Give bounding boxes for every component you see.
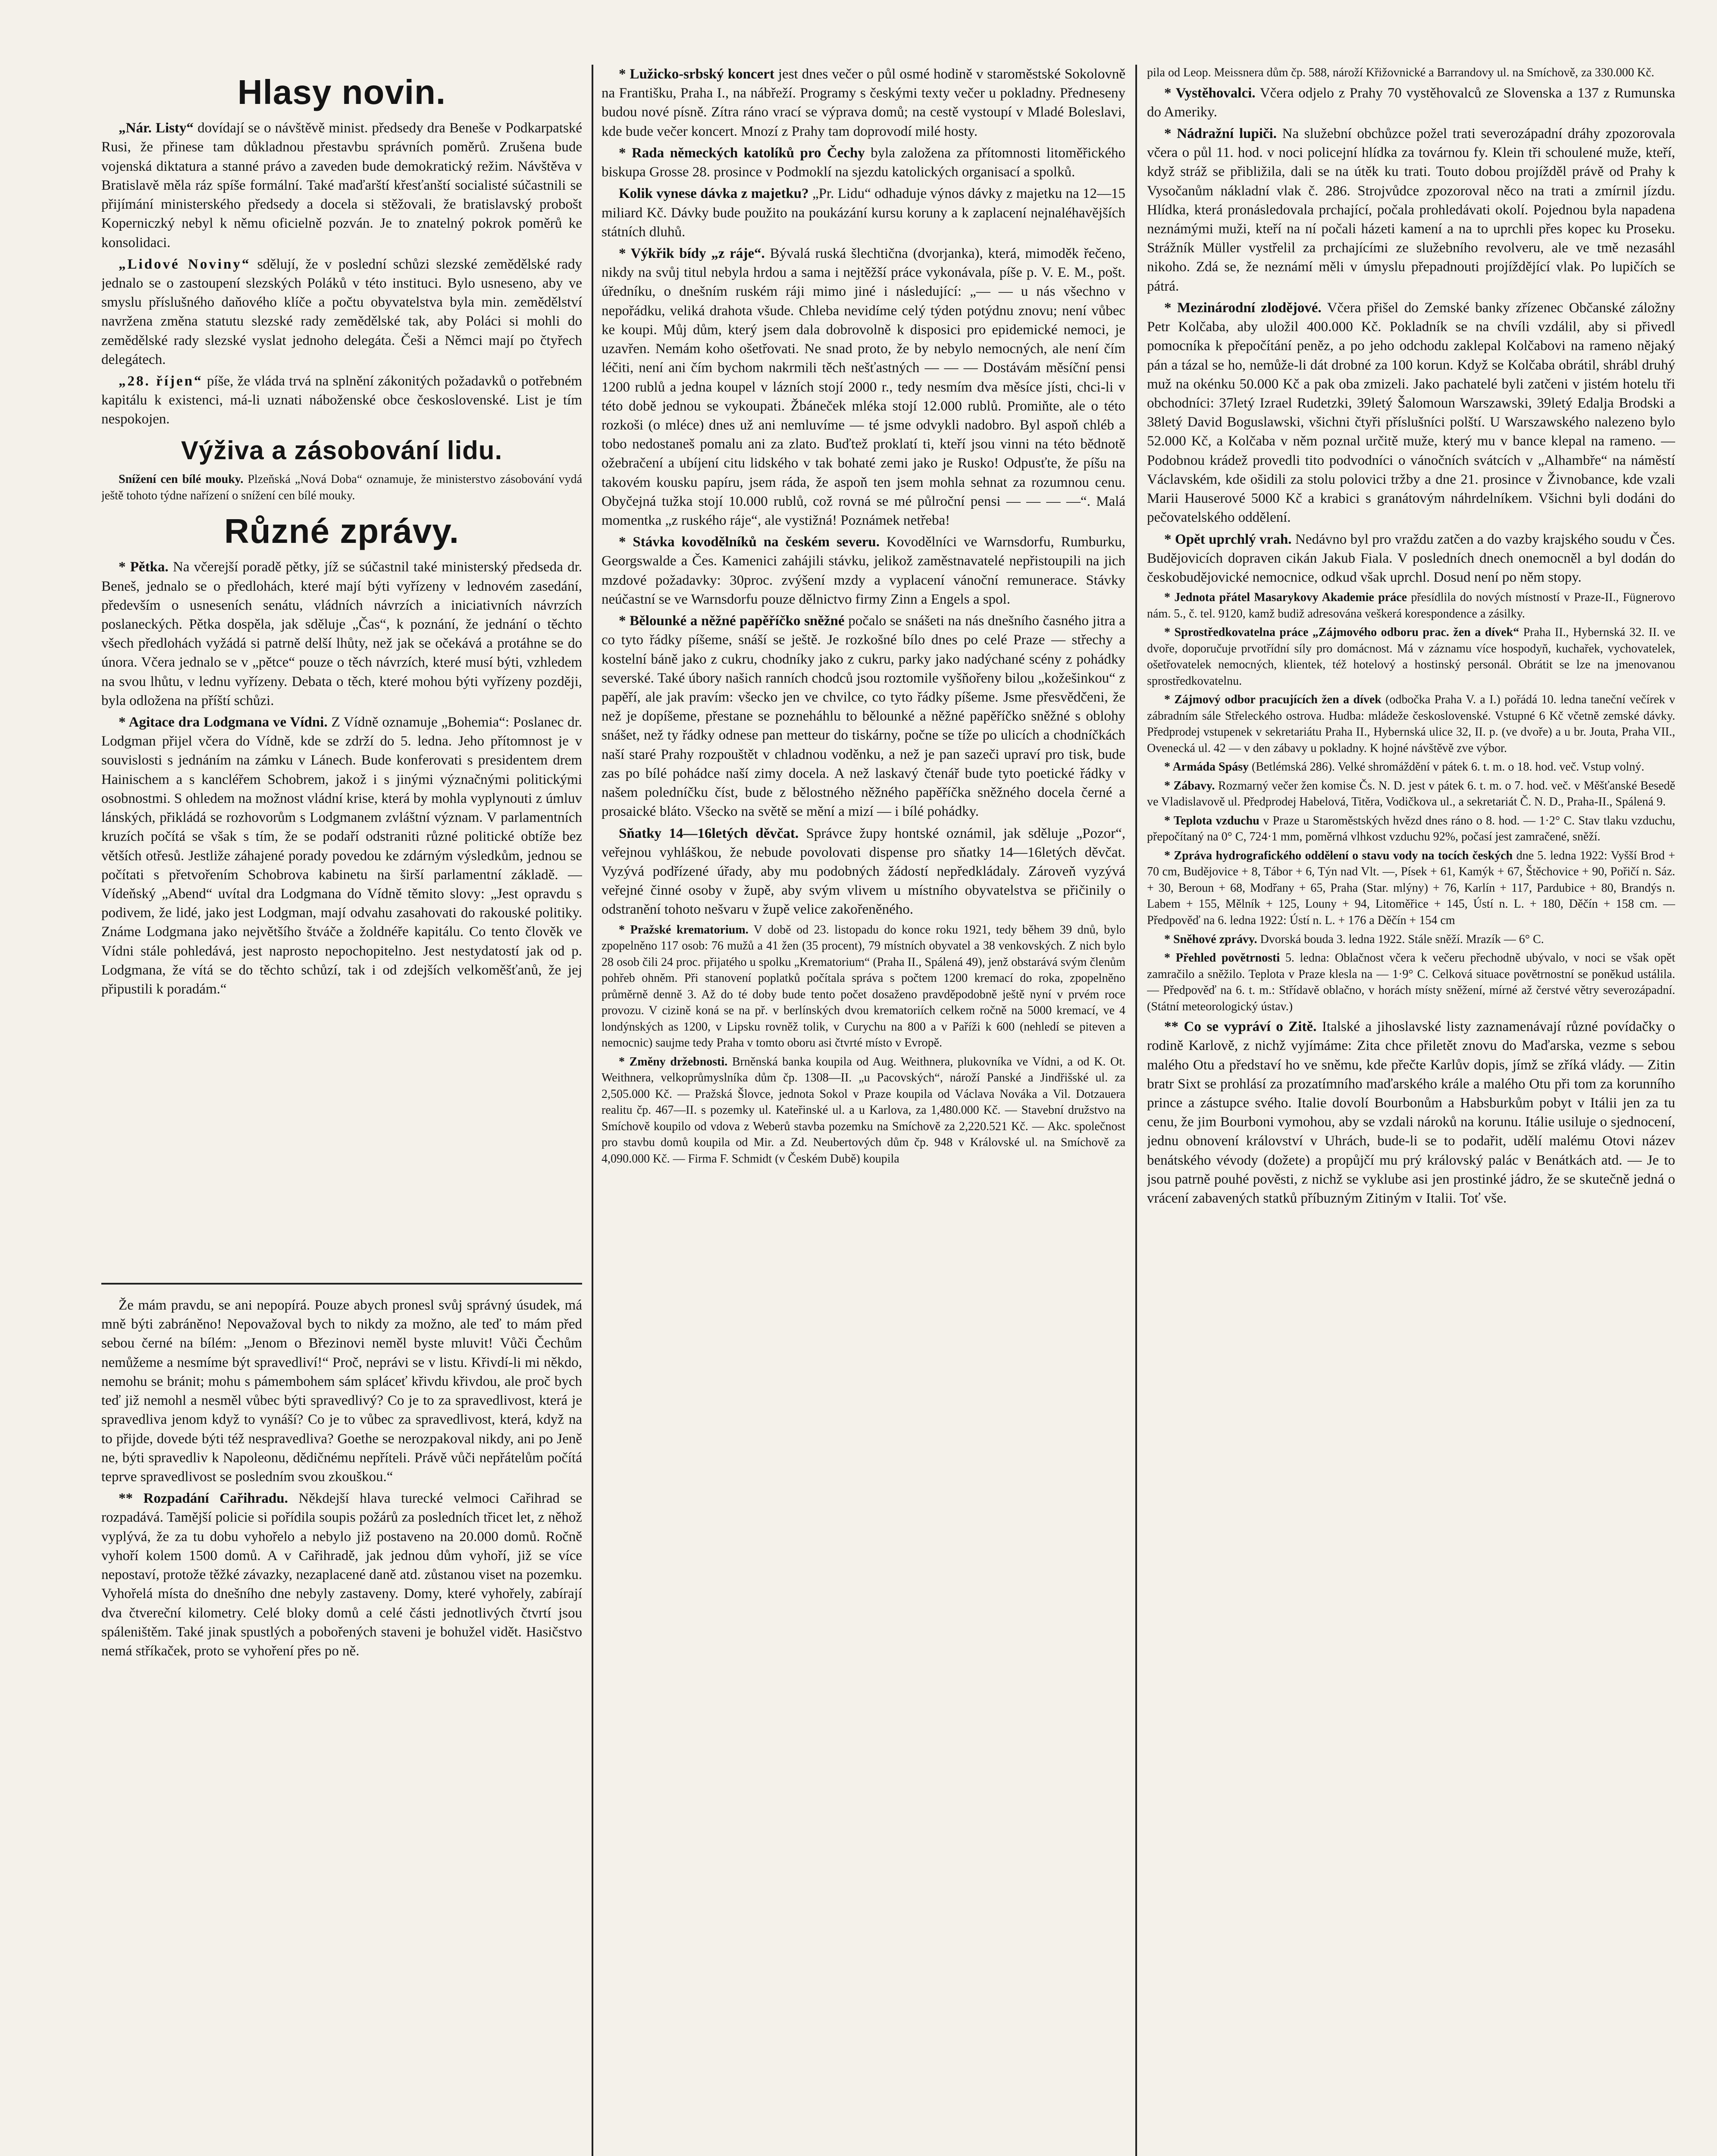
article-lead: * Sprostředkovatelna práce „Zájmového odboru prac. žen a dívek“	[1164, 626, 1520, 639]
article-carihrad	[101, 1489, 582, 1661]
article-text: Italské a jihoslavské listy zaznamenávají různé povídačky o rodině Karlově, z nichž vyjímáme: Zita chce přiletět znovu do Maďarska, vezme s sebou malého Otu a představí ho ve sněmu, kde přečte Karlův dopis, jímž se zříká vlády. — Zitin bratr Sixt se prohlásí za prozatímního maďarského krále a malého Otu při tom za korunního prince a zástupce svého. Italie dovolí Bourbonům a Habsburkům pobyt v Itálii jen za tu cenu, že jim Bourboni vymohou, aby se vzdali nároků na korunu. Itálie usiluje o sjednocení, jednu obnovení království v Uhrách, bude-li se to podařit, udělí malému Otovi název benátského vévody (dožete) a propůjčí mu prý královský palác v Benátkách atd. — Je to jsou patrně pouhé pověsti, z nichž se vyklube asi jen prostinké jádro, že se skutečně jedná o vrácení zabavených statků příbuzným Zitiným v Italii. Toť vše.	[1147, 1019, 1675, 1206]
article-lead: * Sněhové zprávy.	[1164, 932, 1257, 946]
article-hydrograficka-zprava	[1147, 848, 1675, 929]
article-lead: * Přehled povětrnosti	[1164, 951, 1280, 965]
article-lead: * Zpráva hydrografického oddělení o stavu vody na tocích českých	[1164, 849, 1513, 862]
article-lead: * Pražské krematorium.	[619, 923, 749, 937]
article-mezinarodni-zlodejove	[1147, 298, 1675, 527]
column-left-bottom	[101, 1296, 582, 2156]
column-left-top	[101, 65, 582, 1272]
article-text: Plzeňská „Nová Doba“ oznamuje, že ministerstvo zásobování vydá ještě tohoto týdne nařízení o snížení cen bílé mouky.	[101, 473, 582, 502]
article-text: sdělují, že v poslední schůzi slezské zemědělské rady jednalo se o zastoupení slezských Poláků v této instituci. Bylo usneseno, aby ve smyslu příslušného daňového klíče a počtu obyvatelstva byla min. zemědělství navržena změna statutu slezské rady zemědělské tak, aby Poláci si mohli do zemědělské rady slezské vyslat jednoho delegáta. Češi a Němci mají po čtyřech delegátech.	[101, 256, 582, 367]
article-lead: „Nár. Listy“	[119, 120, 194, 136]
article-text: (odbočka Praha V. a I.) pořádá 10. ledna taneční večírek v zábradním sále Střeleckého ostrova. Hudba: mládeže československé. Vstupné 6 Kč včetně zemské dávky. Předprodej vstupenek v sekretariátu Praha II., Hybernská ulice 32, II. p. (ve dvoře) a u br. Jouta, Praha VII., Ovenecká ul. 42 — v den zábavy u pokladny. K hojné návštěvě zve výbor.	[1147, 693, 1675, 755]
article-zita	[1147, 1017, 1675, 1208]
article-lead: * Stávka kovodělníků na českém severu.	[619, 534, 880, 550]
article-lead: * Bělounké a něžné papěříčko sněžné	[619, 613, 845, 629]
column-middle	[602, 65, 1125, 2156]
article-zabavy	[1147, 778, 1675, 810]
article-lead: „28. říjen“	[119, 373, 203, 389]
article-text: píše, že vláda trvá na splnění zákonitých požadavků o potřebném kapitálu k existenci, má-li uznati náboženské obce československé. List je tím nespokojen.	[101, 373, 582, 427]
article-text: Včera přišel do Zemské banky zřízenec Občanské záložny Petr Kolčaba, aby uložil 400.000 Kč. Pokladník se na chvíli vzdálil, aby si přivedl pomocníka k přepočítání peněz, a po jeho odchodu zaklepal Kolčabovi na rameno nějaký pán a tázal se ho, nemůže-li dát drobné za 100 korun. Když se Kolčaba obrátil, shrábl druhý muž na okénku 50.000 Kč a pak oba zmizeli. Jako pachatelé byli zatčeni v jistém hotelu tři obchodníci: 37letý Izrael Rudetzki, 39letý Šalomoun Warszawski, 39letý Edalja Brodski a 38letý David Boguslawski, všichni čtyři příslušníci polští. U Warszawského nalezeno bylo 52.000 Kč, a Kolčaba v něm poznal určitě muže, který mu v bance klepal na rameno. — Podobnou krádež provedli tito podvodníci o vánočních svátcích v „Alhambře“ na náměstí Václavském, kde ošidili za stolu polovici tržby a dne 21. prosince v Živnobance, kde vzali Marii Hauserové 5000 Kč a krabici s granátovým náhrdelníkem. Všichni byli dodáni do pečovatelského oddělení.	[1147, 300, 1675, 526]
article-snizeni-cen	[101, 471, 582, 504]
article-text: Včera odjelo z Prahy 70 vystěhovalců ze Slovenska a 137 z Rumunska do Ameriky.	[1147, 85, 1675, 120]
article-narodni-listy	[101, 119, 582, 252]
article-lodgman	[101, 713, 582, 999]
column-rule-left	[592, 65, 593, 2156]
article-rada-katoliku	[602, 144, 1125, 182]
article-sprostredkovatelna	[1147, 624, 1675, 689]
article-text: Na služební obchůzce požel trati severozápadní dráhy zpozorovala včera o půl 11. hod. v noci policejní hlídka za továrnou fy. Klein tři schoulené muže, kteří, když stráž se přibližila, dali se na útěk ku trati. Touto dobou projížděl právě od Prahy k Vysočanům nákladní vlak č. 286. Strojvůdce zpozoroval něco na trati a zmírnil jízdu. Hlídka, která pronásledovala prchající, počala prohledávati okolí. Pojednou byla napadena neznámými muži, kteří na ní počali házeti kamení a na to uprchli přes kopec ku Proseku. Strážník Müller vystřelil za prchajícími ze služebního revolveru, ale ve tmě nezasáhl nikoho. Zdá se, že neznámí měli v úmyslu přepadnouti projíždějící vlak. Po lupičích se pátrá.	[1147, 125, 1675, 294]
article-lead: * Teplota vzduchu	[1164, 814, 1260, 827]
article-nadrazni-lupici	[1147, 124, 1675, 296]
column-rule-right	[1135, 65, 1137, 2156]
article-text: V době od 23. listopadu do konce roku 1921, tedy během 39 dnů, bylo zpopelněno 117 osob: 76 mužů a 41 žen (35 procent), 79 místních obyvatel a 38 venkovských. Z nich bylo 28 osob čili 24 proc. přijatého u spolku „Krematorium“ (Praha II., Spálená 49), jenž obstarává svým členům pohřeb ohněm. Při stanovení poplatků počítala správa s počtem 1200 kremací do roka, zpopelněno průměrně denně 3. Až do té doby bude tento počet dosaženo pravděpodobně ještě nyní v prvém roce provozu. V cizině koná se na př. v berlínských dvou krematoriích celkem ročně na 5000 kremací, ve 4 londýnských as 1200, v Lipsku rovněž tolik, v Curychu na 800 a v Paříži k 600 (nehledí se piteven a nemocnic) saujme tedy Praha v tomto oboru asi čtvrté místo v Evropě.	[602, 923, 1125, 1050]
article-lead: Kolik vynese dávka z majetku?	[619, 186, 809, 202]
article-lead: * Armáda Spásy	[1164, 760, 1249, 774]
article-lead: * Jednota přátel Masarykovy Akademie práce	[1164, 591, 1407, 605]
article-snatky	[602, 824, 1125, 919]
article-lead: * Zájmový odbor pracujících žen a dívek	[1164, 693, 1382, 707]
article-28-rijen	[101, 372, 582, 429]
section-title-vyziva: Výživa a zásobování lidu.	[181, 436, 503, 465]
article-davka-z-majetku	[602, 184, 1125, 241]
article-luzicko-srbsky-koncert	[602, 65, 1125, 141]
article-text: Správce župy hontské oznámil, jak sděluje „Pozor“, veřejnou vyhláškou, že nebude povolovati dispense pro sňatky 14—16letých děvčat. Vyzývá podřízené úřady, aby mu podobných žádostí nepředkládaly. Zároveň vyzývá veřejné činné osoby v župě, aby svým vlivem u místního obyvatelstva se přičinily o odstranění tohoto nešvaru v župě velice zakořeněného.	[602, 825, 1125, 918]
article-armada-spasy	[1147, 759, 1675, 775]
article-lead: * Výkřik bídy „z ráje“.	[619, 245, 765, 261]
article-lead: * Pětka.	[119, 559, 169, 575]
article-text: jest dnes večer o půl osmé hodině v staroměstské Sokolovně na Františku, Praha I., na nábřeží. Programy s českými texty večer u pokladny. Předneseny budou nové písně. Zítra ráno vrací se výprava domů; na cestě vystoupí v Mladé Boleslavi, kde bude večer koncert. Mnozí z Prahy tam doprovodí milé hosty.	[602, 66, 1125, 139]
article-text: Kovodělníci ve Warnsdorfu, Rumburku, Georgswalde a Čes. Kamenici zahájili stávku, jelikož zaměstnavatelé nepřistoupili na jich mzdové požadavky: 30proc. zvýšení mzdy a vyplacení vánoční remunerace. Stávky neúčastní se ve Warnsdorfu pouze dělnictvo firmy Zinn a Engels a spol.	[602, 534, 1125, 607]
article-text: Rozmarný večer žen komise Čs. N. D. jest v pátek 6. t. m. o 7. hod. več. v Měšťanské Besedě ve Vladislavově ul. Předprodej Habelová, Titěra, Vodičkova ul., a sekretariát Č. N. D., Praha-II., Spálená 9.	[1147, 779, 1675, 809]
article-teplota	[1147, 813, 1675, 845]
article-text: v Praze u Staroměstských hvězd dnes ráno o 8. hod. — 1·2° C. Stav tlaku vzduchu, přepočítaný na 0° C, 724·1 mm, poměrná vlhkost vzduchu 92%, počasí jest zamračené, sněží.	[1147, 814, 1675, 844]
article-text: přesídlila do nových místností v Praze-II., Fügnerovo nám. 5., č. tel. 9120, kamž budiž adresována veškerá korespondence a zásilky.	[1147, 591, 1675, 620]
article-snehove-zpravy	[1147, 931, 1675, 948]
article-lead: * Agitace dra Lodgmana ve Vídni.	[119, 714, 328, 730]
article-krematorium	[602, 922, 1125, 1051]
article-text: Praha II., Hybernská 32. II. ve dvoře, doporučuje prvotřídní síly pro domácnost. Má v záznamu více hospodyň, kuchařek, vychovatelek, ošetřovatelek nemocných, klientek, též hotelový a hostinský personál. Obrátit se lze na jmenovanou sprostředkovatelnu.	[1147, 626, 1675, 688]
article-text: Brněnská banka koupila od Aug. Weithnera, plukovníka ve Vídni, a od K. Ot. Weithnera, velkoprůmyslníka dům čp. 1308—II. „u Pacovských“, nároží Panské a Jindřišské ul. za 2,505.000 Kč. — Pražská Šlovce, jednota Sokol v Praze koupila od Václava Nováka a Vil. Dotzauera realitu čp. 467—II. s pozemky ul. Kateřinské ul. a u Karlova, za 1,480.000 Kč. — Stavební družstvo na Smíchově koupilo od vdova z Weberů stavba pozemku na Smíchově za 2,220.521 Kč. — Akc. společnost pro stavbu domů koupila od Mir. a Zd. Neubertových dům čp. 948 v Královské ul. na Smíchově za 4,090.000 Kč. — Firma F. Schmidt (v Českém Dubě) koupila	[602, 1055, 1125, 1166]
article-zmeny-drzebnosti	[602, 1054, 1125, 1167]
article-masarykova-akademie	[1147, 589, 1675, 622]
article-feuilleton: Že mám pravdu, se ani nepopírá. Pouze abych pronesl svůj správný úsudek, má mně býti zabráněno! Nepovažoval bych to nikdy za možno, ale teď to mám před sebou černé na bílém: „Jenom o Březinovi neměl byste mluvit! Vůči Čechům nemůžeme a nesmíme být spravedliví!“ Proč, neprávi se v listu. Křivdí-li mi někdo, nemohu se bránit; mohu s pámembohem sám spláceť křivdu křivdou, ale proč bych teď již nemohl a nesměl vůbec býti spravedlivý? Co je to za spravedlivost, která je spravedliva jenom když to vynáší? Co je to vůbec za spravedlivost, která, když na to přijde, dovede býti též nespravedliva? Goethe se nerozpakoval nikdy, ani po Jeně ne, býti spravedliv k Napoleonu, dědičnému nepříteli. Právě vůči nepřátelům počítá teprve spravedlivost se posledním svou zkouškou.“	[101, 1297, 582, 1485]
article-stavka-kovodelniku	[602, 533, 1125, 609]
article-text: Na včerejší poradě pětky, jíž se súčastnil také ministerský předseda dr. Beneš, jednalo se o předlohách, které mají býti vyřízeny v lednovém zasedání, především o usneseních senátu, vládních návrzích a iniciativních návrzích poslaneckých. Pětka dospěla, jak sděluje „Čas“, k poznání, že jednání o těchto všech předlohách vyžádá si patrně delší lhůty, než jak se očekává a protáhne se do února. Včera jednalo se v „pětce“ pouze o těch návrzích, které musí býti, vzhledem na svou lhůtu, v lednu vyřízeny. Debata o těch, které mohou býti vyřízeny později, byla odložena na příští schůzi.	[101, 559, 582, 708]
article-lead: * Lužicko-srbský koncert	[619, 66, 774, 82]
section-rule-left	[101, 1283, 582, 1285]
article-text: Bývalá ruská šlechtična (dvorjanka), která, mimoděk řečeno, nikdy na svůj titul nebyla hrdou a sama i nejtěžší práce vykonávala, píše p. V. E. M., pošt. úředníku, o dnešním ruském ráji mimo jiné i následující: „— — u nás všechno v nepořádku, veliká drahota všude. Chleba nevidíme celý týden potýdnu znovu; není vůbec ke koupi. Můj dům, který jsem dala dobrovolně k disposici pro epidemické nemoci, je uzavřen. Nemám koho ošetřovati. Ne snad proto, že by nebylo nemocných, ale není čím léčiti, není ani čím bychom nakrmili těch nešťastných — — — Dostávám měsíční pensi 1200 rublů a jedna koupel v lázních stojí 2000 r., tedy nesmím dva měsíce jísti, chci-li v této době jednou se vykoupati. Žbáneček mléka stojí 12.000 rublů. Promiňte, ale o této rozkoši (o mléce) dnes už ani nemluvíme — té jsme odvykli nadobro. Byl aspoň chléb a tobo nedostaneš pomalu ani za zlato. Buďtež proklatí ti, kteří jsou vinni na této bědnotě ožebračení a ubíjení citu lidského v tak bohaté zemi jako je Rusko! Odpusťte, že píšu na takovém kousku papíru, jsem ráda, že aspoň ten jsem mohla sehnat za rozumnou cenu. Obyčejná tužka stojí 10.000 rublů, což rovná se mé půlroční pensi — — — —“. Malá momentka „z ruského ráje“, ale vystižná! Poznámek netřeba!	[602, 245, 1125, 529]
article-lead: ** Co se vypráví o Zitě.	[1164, 1019, 1317, 1035]
article-lead: * Mezinárodní zlodějové.	[1164, 300, 1322, 316]
article-vykrik-bidy	[602, 244, 1125, 530]
column-right	[1147, 65, 1675, 2156]
article-lead: * Opět uprchlý vrah.	[1164, 531, 1292, 547]
article-povetrnost	[1147, 950, 1675, 1015]
article-text: dovídají se o návštěvě minist. předsedy dra Beneše v Podkarpatské Rusi, že přinese tam důkladnou přestavbu správních poměrů. Zrušena bude vojenská diktatura a stanné právo a zaveden bude demokratický režim. Návštěva v Bratislavě měla ráz spíše formální. Také maďarští křesťanští socialisté súčastnili se přijímání ministerského předsedy a docela si stěžovali, že bratislavský probošt Koperniczký nebyl k němu oficielně pozván. Je to znatelný pokrok poměrů ke konsolidaci.	[101, 120, 582, 251]
section-title-ruzne-zpravy: Různé zprávy.	[224, 512, 459, 551]
article-text: Dvorská bouda 3. ledna 1922. Stále sněží. Mrazík — 6° C.	[1260, 932, 1544, 946]
article-lead: „Lidové Noviny“	[119, 256, 251, 272]
article-text: byla založena za přítomnosti litoměřického biskupa Grosse 28. prosince v Podmoklí na sjezdu katolických organisací a spolků.	[602, 145, 1125, 180]
article-lead: * Rada německých katolíků pro Čechy	[619, 145, 865, 161]
article-zajmovy-odbor	[1147, 692, 1675, 756]
article-vystehovalci	[1147, 84, 1675, 122]
article-text: Nedávno byl pro vraždu zatčen a do vazby krajského soudu v Čes. Budějovicích dopraven cikán Jakub Fiala. V posledních dnech onemocněl a byl dodán do českobudějovické nemocnice, odkud však uprchl. Dosud není po něm stopy.	[1147, 531, 1675, 585]
article-lead: * Vystěhovalci.	[1164, 85, 1256, 101]
article-text: (Betlémská 286). Velké shromáždění v pátek 6. t. m. o 18. hod. več. Vstup volný.	[1252, 760, 1645, 774]
article-text: Z Vídně oznamuje „Bohemia“: Poslanec dr. Lodgman přijel včera do Vídně, kde se zdrží do 5. ledna. Jeho přítomnost je v souvislosti s jednáním na zámku v Lánech. Bude konferovati s presidentem drem Hainischem a s kancléřem Schobrem, jakož i s jinými význačnými politickými osobnostmi. S ohledem na možnost vládní krise, která by mohla vyplynouti z úmluv lánských, přikládá se rozhovorům s Lodgmanem zvláštní význam. V parlamentních kruzích počítá se však s tím, že se podaří odstraniti různé politické obtíže bez větších otřesů. Jestliže záhajené porady povedou ke zdárným výsledkům, jednou se počítati s přetvořením Schobrova kabinetu na širší parlamentní základě. — Vídeňský „Abend“ uvítal dra Lodgmana do Vídně těmito slovy: „Jest opravdu s podivem, že lidé, jako jest Lodgman, mají odvahu zasahovati do rakouské politiky. Známe Lodgmana jako největšího štváče a žoldnéře kapitálu. Co tento člověk ve Vídni stále pohledává, jest naprosto nepochopitelno. Jest nestydatostí jak od p. Lodgmana, že vítá se do těchto schůzí, tak i od zdejších velkoměšťanů, že jej připustili k poradám.“	[101, 714, 582, 997]
article-papericko-snezne	[602, 611, 1125, 821]
article-text: počalo se snášeti na nás dnešního časného jitra a co tyto řádky píšeme, snáší se ještě. Je rozkošné bílo dnes po celé Praze — střechy a kostelní báně jako z cukru, chodníky jako z cukru, parky jako nadýchané scény z pohádky severské. Také úbory našich ranních chodců jsou roztomile vyšňořeny bilou „kožešinkou“ z papěří, ale jak pravím: všecko jen ve chvilce, co tyto řádky píšeme. Jsme přesvědčeni, že než je dopíšeme, přestane se pozneháhlu to bělounké a něžné papěříčko sněžné s oblohy snášet, než ty řádky odnese pan metteur do tiskárny, počne se tíže po ulicích a chodníčkách naší staré Prahy rozpouštět v chladnou voděnku, a než je pan sazeči upraví pro tisk, bude zas po bílé pohádce naší zimy docela. A než laskavý čtenář bude tyto poetické řádky v našem poledníčku číst, bude z bělostného něžného papěříčka sněžného docela černé a prosaické bláto. Všecko na světě se mění a mizí — i bílé pohádky.	[602, 613, 1125, 820]
article-text: „Pr. Lidu“ odhaduje výnos dávky z majetku na 12—15 miliard Kč. Dávky bude použito na poukázání kursu koruny a k zaplacení nejnaléhavějších státních dluhů.	[602, 186, 1125, 240]
section-title-hlasy-novin: Hlasy novin.	[237, 73, 446, 111]
article-lead: Sňatky 14—16letých děvčat.	[619, 825, 799, 841]
article-text: 5. ledna: Oblačnost včera k večeru přechodně ubývalo, v noci se však opět zamračilo a sněžilo. Teplota v Praze klesla na — 1·9° C. Celková situace povětrnostní se poněkud ustálila. — Předpověď na 6. t. m.: Střídavě oblačno, v horách místy sněžení, mírné až čerstvé větry severozápadní. (Státní meteorologický ústav.)	[1147, 951, 1675, 1013]
article-lead: * Nádražní lupiči.	[1164, 125, 1277, 141]
article-text: Někdejší hlava turecké velmoci Cařihrad se rozpadává. Tamější policie si pořídila soupis požárů za posledních třicet let, z něhož vyplývá, že za tu dobu vyhořelo a nebylo již postaveno na 20.000 domů. Ročně vyhoří kolem 1500 domů. A v Cařihradě, jak jednou dům vyhoří, již se více nepostaví, protože těžké závazky, nezaplacené daně atd. zůstanou viset na pozemku. Vyhořelá místa do dnešního dne nebyly zastaveny. Domy, které vyhořely, zabírají dva čtvereční kilometry. Celé bloky domů a celé části jednotlivých čtvrtí jsou spáleništěm. Také jinak spustlých a pobořených staveni je bohužel vidět. Hasičstvo nemá stříkaček, proto se vyhoření přes po ně.	[101, 1491, 582, 1659]
article-text: dne 5. ledna 1922: Vyšší Brod + 70 cm, Budějovice + 8, Tábor + 6, Týn nad Vlt. —, Písek + 61, Kamýk + 67, Štěchovice + 90, Pořičí n. Sáz. + 30, Beroun + 68, Modřany + 65, Praha (Star. mlýny) + 76, Karlín + 117, Pardubice + 80, Brandýs n. Labem + 155, Mělník + 125, Louny + 94, Litoměřice + 145, Ústí n. L. + 180, Děčín + 158 cm. — Předpověď na 6. ledna 1922: Ústí n. L. + 176 a Děčín + 154 cm	[1147, 849, 1675, 927]
article-petka	[101, 558, 582, 710]
article-lidove-noviny	[101, 255, 582, 369]
article-lead: ** Rozpadání Cařihradu.	[119, 1491, 288, 1507]
article-lead: Snížení cen bílé mouky.	[119, 473, 244, 486]
article-continuation: pila od Leop. Meissnera dům čp. 588, nároží Křižovnické a Barrandovy ul. na Smíchově, za 330.000 Kč.	[1147, 66, 1654, 79]
article-lead: * Zábavy.	[1164, 779, 1215, 793]
article-lead: * Změny držebnosti.	[619, 1055, 728, 1069]
article-uprchly-vrah	[1147, 530, 1675, 587]
